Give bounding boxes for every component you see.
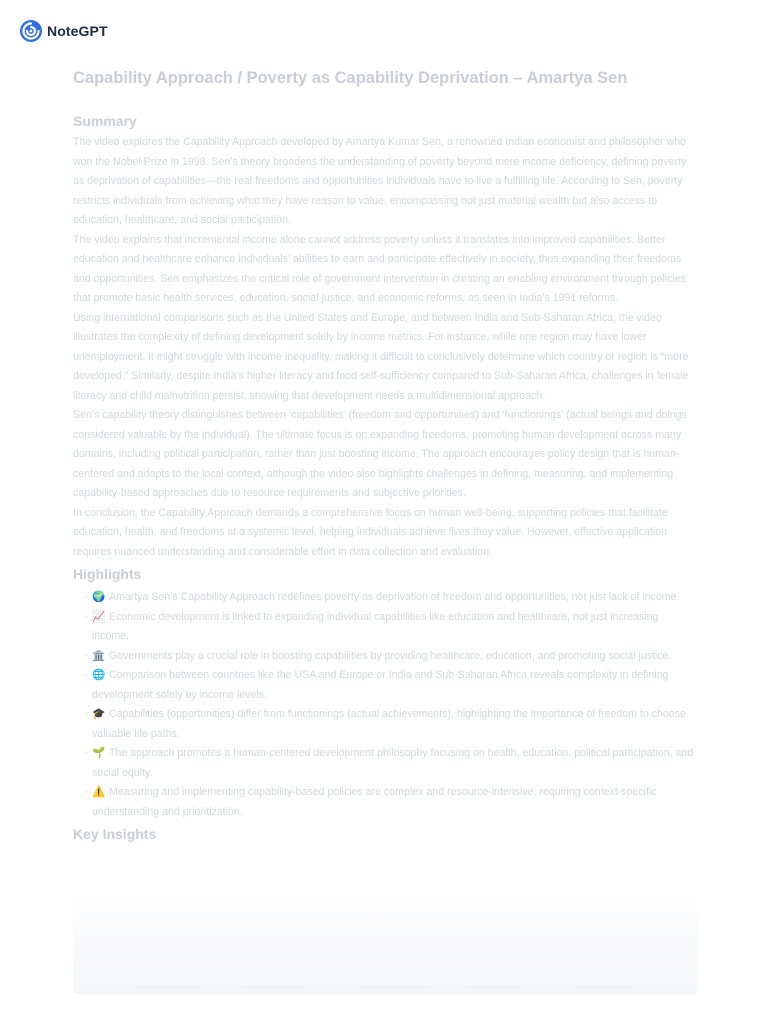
faded-content-line xyxy=(358,986,428,988)
faded-content-line xyxy=(573,986,633,988)
key-insights-panel xyxy=(73,890,698,994)
key-insights-heading: Key Insights xyxy=(73,826,157,842)
faded-content-line xyxy=(243,986,303,988)
app-header xyxy=(19,19,108,43)
app-name[interactable]: NoteGPT xyxy=(47,23,108,39)
warning-icon: ⚠️ xyxy=(92,786,106,798)
seedling-icon: 🌱 xyxy=(92,747,106,759)
summary-body xyxy=(73,133,698,562)
highlight-item xyxy=(92,608,698,647)
faded-content-line xyxy=(468,986,523,988)
highlight-text: Amartya Sen’s Capability Approach redefines poverty as deprivation of freedom and opportunities, not just lack of income. xyxy=(109,591,680,603)
highlight-text: The approach promotes a human-centered development philosophy focusing on health, education, political participation, and social equity. xyxy=(92,747,694,779)
summary-paragraph: In conclusion, the Capability Approach demands a comprehensive focus on human well-being, supporting policies that facilitate education, health, and freedoms at a systemic level, helping individuals achieve lives they value. However, effective application requires nuanced understanding and considerable effort in data collection and evaluation. xyxy=(73,506,668,558)
summary-paragraph: Using international comparisons such as the United States and Europe, and between India and Sub-Saharan Africa, the video illustrates the complexity of defining development solely by income metrics. For instance, while one region may have lower unemployment, it might struggle with income inequality, making it difficult to conclusively determine which country or region is “more developed.” Similarly, despite India’s higher literacy and food self-sufficiency compared to Sub-Saharan Africa, challenges in female literacy and child malnutrition persist, showing that development needs a multidimensional approach. xyxy=(73,311,689,402)
highlight-item xyxy=(92,705,698,744)
summary-paragraph: Sen’s capability theory distinguishes between ‘capabilities’ (freedom and opportunities) and ‘functionings’ (actual beings and doings considered valuable by the individual). The ultimate focus is on expanding freedoms, promoting human development across many domains, including political participation, rather than just boosting income. The approach encourages policy design that is human-centered and adapts to the local context, although the video also highlights challenges in defining, measuring, and implementing capability-based approaches due to resource requirements and subjective priorities. xyxy=(73,409,687,499)
highlight-item xyxy=(92,744,698,783)
summary-paragraph: The video explains that incremental income alone cannot address poverty unless it translates into improved capabilities. Better education and healthcare enhance individuals’ abilities to earn and participate effectively in society, thus expanding their freedoms and opportunities. Sen emphasizes the critical role of government intervention in creating an enabling environment through policies that promote basic health services, education, social justice, and economic reforms, as seen in India’s 1991 reforms. xyxy=(73,233,687,304)
graduation-cap-icon: 🎓 xyxy=(92,708,106,720)
highlight-text: Economic development is linked to expanding individual capabilities like education and healthcare, not just increasing income. xyxy=(92,610,659,642)
chart-up-icon: 📈 xyxy=(92,610,106,623)
highlights-heading: Highlights xyxy=(73,566,142,582)
faded-content-line xyxy=(133,986,203,988)
highlight-text: Measuring and implementing capability-based policies are complex and resource-intensive, requiring context-specific understanding and prioritization. xyxy=(92,786,657,818)
highlights-list xyxy=(73,588,698,822)
document-title: Capability Approach / Poverty as Capability Deprivation – Amartya Sen xyxy=(73,69,628,87)
highlight-item xyxy=(92,666,698,705)
highlight-text: Comparison between countries like the USA and Europe or India and Sub-Saharan Africa reveals complexity in defining development solely by income levels. xyxy=(92,669,669,701)
government-building-icon: 🏛️ xyxy=(92,649,106,662)
highlight-item xyxy=(92,783,698,822)
highlight-item xyxy=(92,588,698,608)
summary-paragraph: The video explores the Capability Approach developed by Amartya Kumar Sen, a renowned Indian economist and philosopher who won the Nobel Prize in 1998. Sen’s theory broadens the understanding of poverty beyond mere income deficiency, defining poverty as deprivation of capabilities—the real freedoms and opportunities individuals have to live a fulfilling life. According to Sen, poverty restricts individuals from achieving what they have reason to value, encompassing not just material wealth but also access to education, healthcare, and social participation. xyxy=(73,136,687,226)
summary-heading: Summary xyxy=(73,113,137,129)
summary-document xyxy=(73,64,698,844)
swirl-logo-icon[interactable] xyxy=(19,19,43,43)
globe-network-icon: 🌐 xyxy=(92,669,106,681)
globe-icon: 🌍 xyxy=(92,591,106,603)
highlight-text: Capabilities (opportunities) differ from functionings (actual achievements), highlighting the importance of freedom to choose valuable life paths. xyxy=(92,708,686,740)
highlight-item xyxy=(92,647,698,667)
highlight-text: Governments play a crucial role in boosting capabilities by providing healthcare, education, and promoting social justice. xyxy=(109,649,672,662)
